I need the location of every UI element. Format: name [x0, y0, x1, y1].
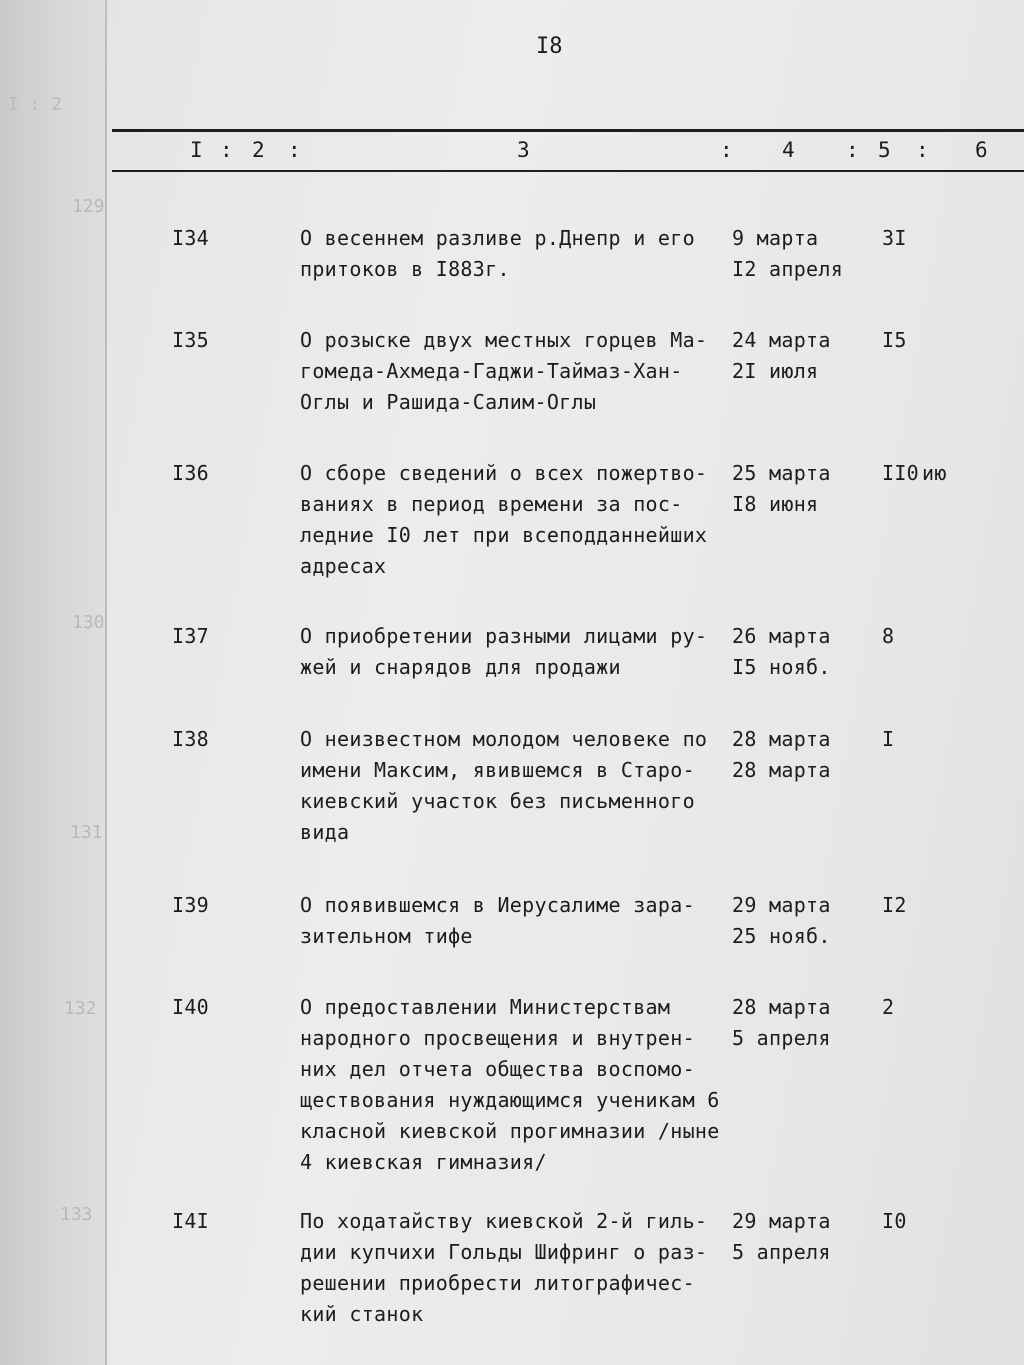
header-top-rule [112, 129, 1024, 132]
description-line: них дел отчета общества воспомо- [300, 1057, 695, 1081]
entry-description [300, 1206, 725, 1330]
description-line: зительном тифе [300, 924, 473, 948]
ghost-text: 130 [72, 612, 105, 633]
description-line: О неизвестном молодом человеке по [300, 727, 708, 751]
description-line: народного просвещения и внутрен- [300, 1026, 695, 1050]
entry-description [300, 890, 725, 952]
description-line: дии купчихи Гольды Шифринг о раз- [300, 1240, 708, 1264]
entry-dates [732, 724, 862, 786]
ghost-text: 132 [64, 998, 97, 1019]
entry-description [300, 325, 725, 418]
entry-sheet-count: 8 [882, 624, 895, 648]
entry-sheet-count: I5 [882, 328, 907, 352]
entry-dates [732, 458, 862, 520]
end-date: I8 июня [732, 492, 819, 516]
description-line: О розыске двух местных горцев Ма- [300, 328, 708, 352]
entry-sheet-count: I0 [882, 1209, 907, 1233]
end-date: I2 апреля [732, 257, 844, 281]
column-separator: : [916, 138, 929, 162]
entry-description [300, 992, 725, 1178]
column-header-2: 2 [252, 138, 265, 162]
entry-dates [732, 1206, 862, 1268]
ghost-text: 133 [60, 1204, 93, 1225]
start-date: 9 марта [732, 226, 819, 250]
description-line: По ходатайству киевской 2-й гиль- [300, 1209, 708, 1233]
entry-margin-note: ию [922, 461, 947, 485]
description-line: О предоставлении Министерствам [300, 995, 671, 1019]
description-line: 4 киевская гимназия/ [300, 1150, 547, 1174]
end-date: 28 марта [732, 758, 831, 782]
description-line: О появившемся в Иерусалиме зара- [300, 893, 695, 917]
entry-dates [732, 621, 862, 683]
start-date: 29 марта [732, 1209, 831, 1233]
column-separator: : [720, 138, 733, 162]
description-line: вида [300, 820, 350, 844]
column-header-3: 3 [517, 138, 530, 162]
adjacent-page-edge [0, 0, 107, 1365]
description-line: адресах [300, 554, 387, 578]
description-line: киевский участок без письменного [300, 789, 695, 813]
end-date: 2I июля [732, 359, 819, 383]
description-line: О сборе сведений о всех пожертво- [300, 461, 708, 485]
description-line: класной киевской прогимназии /ныне [300, 1119, 720, 1143]
description-line: О приобретении разными лицами ру- [300, 624, 708, 648]
entry-number: I34 [172, 226, 210, 250]
column-separator: : [846, 138, 859, 162]
page-number: I8 [536, 34, 563, 59]
entry-sheet-count: 3I [882, 226, 907, 250]
entry-number: I37 [172, 624, 210, 648]
column-header-4: 4 [782, 138, 795, 162]
description-line: решении приобрести литографичес- [300, 1271, 695, 1295]
start-date: 28 марта [732, 995, 831, 1019]
end-date: 25 нояб. [732, 924, 831, 948]
entry-description [300, 223, 725, 285]
end-date: I5 нояб. [732, 655, 831, 679]
entry-sheet-count: I [882, 727, 895, 751]
description-line: ществования нуждающимся ученикам 6 [300, 1088, 720, 1112]
description-line: ледние I0 лет при всеподданнейших [300, 523, 708, 547]
description-line: жей и снарядов для продажи [300, 655, 621, 679]
column-separator: : [288, 138, 301, 162]
description-line: притоков в I883г. [300, 257, 510, 281]
start-date: 26 марта [732, 624, 831, 648]
ghost-text: 129 [72, 196, 105, 217]
end-date: 5 апреля [732, 1240, 831, 1264]
start-date: 28 марта [732, 727, 831, 751]
entry-number: I39 [172, 893, 210, 917]
entry-number: I38 [172, 727, 210, 751]
ghost-text: 131 [70, 822, 103, 843]
entry-description [300, 724, 725, 848]
entry-sheet-count: II0 [882, 461, 920, 485]
entry-description [300, 458, 725, 582]
start-date: 24 марта [732, 328, 831, 352]
end-date: 5 апреля [732, 1026, 831, 1050]
description-line: гомеда-Ахмеда-Гаджи-Таймаз-Хан- [300, 359, 683, 383]
column-header-5: 5 [878, 138, 891, 162]
entry-description [300, 621, 725, 683]
entry-number: I36 [172, 461, 210, 485]
entry-dates [732, 223, 862, 285]
column-header-6: 6 [975, 138, 988, 162]
entry-number: I40 [172, 995, 210, 1019]
description-line: Оглы и Рашида-Салим-Оглы [300, 390, 597, 414]
ghost-text: I : 2 [8, 94, 63, 115]
start-date: 29 марта [732, 893, 831, 917]
entry-number: I4I [172, 1209, 210, 1233]
description-line: кий станок [300, 1302, 424, 1326]
entry-dates [732, 325, 862, 387]
header-bottom-rule [112, 170, 1024, 172]
description-line: ваниях в период времени за пос- [300, 492, 683, 516]
entry-sheet-count: I2 [882, 893, 907, 917]
entry-sheet-count: 2 [882, 995, 895, 1019]
entry-number: I35 [172, 328, 210, 352]
description-line: О весеннем разливе р.Днепр и его [300, 226, 695, 250]
column-separator: : [220, 138, 233, 162]
description-line: имени Максим, явившемся в Старо- [300, 758, 695, 782]
start-date: 25 марта [732, 461, 831, 485]
entry-dates [732, 992, 862, 1054]
entry-dates [732, 890, 862, 952]
column-header-1: I [190, 138, 203, 162]
